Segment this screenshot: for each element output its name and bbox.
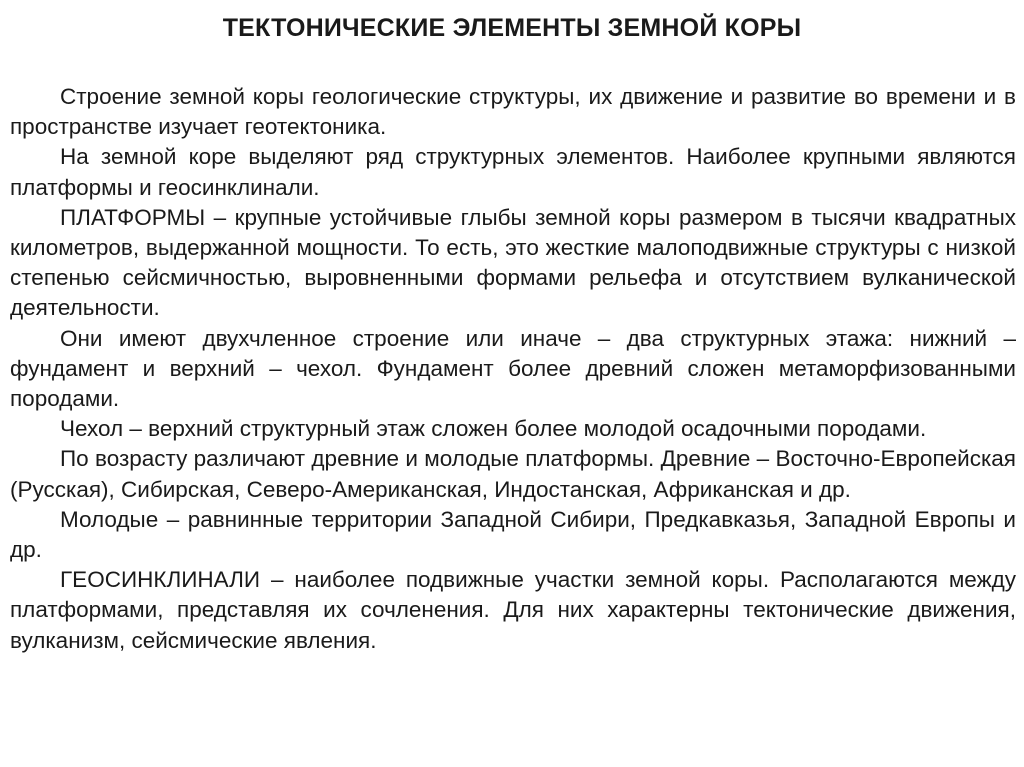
paragraph-young-platforms: Молодые – равнинные территории Западной Сибири, Предкавказья, Западной Европы и др. bbox=[10, 506, 1016, 563]
paragraph-platforms-definition: ПЛАТФОРМЫ – крупные устойчивые глыбы земной коры размером в тысячи квадратных километров, выдержанной мощности. То есть, это жесткие малоподвижные структуры с низкой степенью сейсмичностью, выровненными формами рельефа и отсутствием вулканической деятельности. bbox=[10, 204, 1016, 321]
page-title: ТЕКТОНИЧЕСКИЕ ЭЛЕМЕНТЫ ЗЕМНОЙ КОРЫ bbox=[222, 14, 802, 42]
paragraph-platform-structure: Они имеют двухчленное строение или иначе – два структурных этажа: нижний – фундамент и верхний – чехол. Фундамент более древний сложен метаморфизованными породами. bbox=[10, 325, 1016, 412]
body-text bbox=[10, 82, 1016, 656]
paragraph-geotectonics: Строение земной коры геологические структуры, их движение и развитие во времени и в пространстве изучает геотектоника. bbox=[10, 84, 1016, 140]
paragraph-cover: Чехол – верхний структурный этаж сложен более молодой осадочными породами. bbox=[60, 416, 927, 442]
paragraph-geosynclines: ГЕОСИНКЛИНАЛИ – наиболее подвижные участки земной коры. Располагаются между платформами, представляя их сочленения. Для них характерны тектонические движения, вулканизм, сейсмические явления. bbox=[10, 567, 1016, 653]
paragraph-structural-elements: На земной коре выделяют ряд структурных элементов. Наиболее крупными являются платформы и геосинклинали. bbox=[10, 144, 1016, 200]
paragraph-ancient-platforms: По возрасту различают древние и молодые платформы. Древние – Восточно-Европейская (Русская), Сибирская, Северо-Американская, Индостанская, Африканская и др. bbox=[10, 446, 1016, 502]
